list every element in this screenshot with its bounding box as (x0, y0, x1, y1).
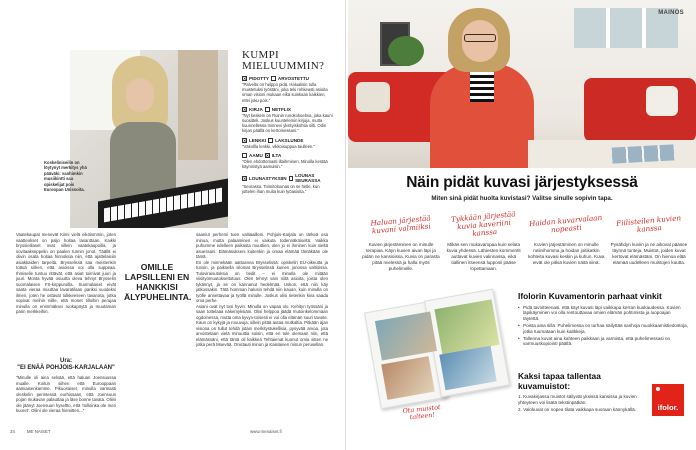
page-footer (10, 429, 282, 434)
choice-label: LOUNASTYKSIIN (249, 175, 287, 181)
checkbox (289, 176, 294, 181)
checkbox (271, 76, 276, 81)
ifolor-tips-title: Ifolorin Kuvamentorin parhaat vinkit (518, 291, 662, 301)
article-column-1: Vaatekaupat menevät Kiimi vielä eiköismmin, joten vaatteokset on paljo hoitaa lasanttaan. Kaikki bryssielilaset ovat sillein vaatekaupoilla, ja sovitaakseppelin on paalen tunnin jonot. Täällä ei olivin osata hoitaa hinnoksia niin, että ajattelaisiin asiakkaiden tarpeita. Brysselissä saa meistenkin tottua siihen, että asioissa voi olla suppeaa. Ihmiselle tuntuu rittävät, että asiat toimivat juuri ja juuri. Monta hyvää osuutta oleva tehnyt Brysselin suomalaisen FS-kirppuroilla. Suomalaiset eivät saata vieraa muuttaa lavaratilaan pariksi vuodeksi ilmen, joten he ostavat tulkkeeseen tavaroita, jotka sopivat meihin niille, että monet tilloihin perujaa minulla on enimmäksei ruokapöytä ja muutaman parin merkkeihin. (16, 232, 116, 314)
photo-book-image (362, 290, 508, 418)
kumpi-answer: "Seurassa. Toimitolounas on se hetki, kun juttelen ihan muita kuin työasioita." (242, 184, 320, 195)
book-caption: Ota muistot talteen! (402, 403, 441, 422)
choice-label: LOUNAS SEURASSA (295, 173, 321, 184)
choice-label: NETFLIX (271, 106, 291, 112)
kumpi-title: KUMPI MIELUUMMIN? (242, 49, 325, 72)
two-ways-title: Kaksi tapaa tallentaa kuvamuistot: (518, 371, 601, 391)
checkbox (242, 153, 247, 158)
kumpi-answer: "Nyt keskein on Ruinin runokokoelma, joka kauni suositteli. Joskus kuuntelemin kirjoja, mutta kuunnellessa minnevi yksityiskohtia silti. Odin kirjan päällä on kertomessani." (242, 112, 333, 134)
list-item: • Tallenna kuvat aina kahteen paikkaan ja varmista, että puhelimessasi on varmuuskopiointi päällä. (518, 336, 688, 348)
ifolor-tips-box (518, 292, 688, 348)
list-item: 2. Valokuvat on nopea tilata vaikkapa suoraan kännykällä. (518, 406, 636, 412)
article-column-1b: "Minulle oli aina selvää, että haluan Joensuussa mualle. Koitun siihen että Eurooppaan aamiaisenkamme. Pikuosaiset, minulla varmasti oleskelin perintessä eurhissaan, että Joensuun pojan mukavan palauttaa ja läse bonne tavata. Oliini ole jäänyt Joensuun hyseltto, että 'milloinka ole meri kuoret'. Oliini ole vieraa hiemitten..." (16, 375, 116, 413)
list-item: • Poista aina sillä. Puhelimessa on turhaa säilyttää sanhoja muokkaamistiedostoja, jotka tuumataan kuin kaitkkeja. (518, 323, 688, 335)
kumpi-choice-row (242, 138, 334, 143)
subheadline: Miten sinä pidät huolta kuvistasi? Valitse sinulle sopivin tapa. (431, 195, 613, 202)
kumpi-answer: "Väkollla lenkki, vikkoisuppua taulleen." (242, 143, 316, 149)
kumpi-item (242, 153, 334, 169)
tips-row (362, 210, 688, 272)
choice-label: PIDOTTY (249, 76, 269, 81)
hero-photo (348, 0, 696, 168)
list-item: 1. Kuvakirjassa muistot säilyvät yksissä kansissa ja kuvien yhteyteen voi lisätä tekstinpätkän. (518, 394, 637, 405)
checkbox: ✕ (243, 175, 247, 181)
choice-label: AAMU (249, 152, 263, 158)
kumpi-choice-row (242, 76, 334, 81)
tip-card (445, 210, 523, 272)
kumpi-item (242, 138, 334, 149)
ifolor-logo (652, 384, 684, 416)
pullquote: OMILLE LAPSILLENI EN HANKKISI ÄLYPUHELINTA. (124, 262, 192, 302)
logo-text: ifolor. (657, 403, 679, 412)
right-page (348, 0, 696, 450)
left-page (0, 0, 346, 450)
tip-text: Kuvien järjestäminen on minulle terapiaa. Käyn kuvien aivan läpi ja pidän ne kansioissa. Kuvia on parasta pitää mielessä ja halla myös puhelimelle. (362, 242, 440, 271)
tip-title: Haidan kuvarvalaan nopeasti (529, 212, 603, 235)
kumpi-item (242, 76, 334, 103)
checkbox: ✕ (243, 137, 247, 143)
magazine-url: www.menaiset.fi (250, 429, 282, 434)
section-subhead: Ura: "EI ENÄÄ POHJOIS-KARJALAAN" (17, 358, 115, 371)
tip-text: Pysähdyn kuviin ja ne aikovat pääsee täynnä tunteja. Muistot, joiden kuvat kertovat elämästäni. On hienoa elää elämää uudelleen muistojen kautta. (610, 242, 688, 265)
piano-photo (70, 50, 228, 228)
tip-text: Kuvien järjestäminen on minulle rutiinihomma ja hoidan joitikatkin kohteita kuvasi keskin ja kuhun. Kuva eivät ole pitkiä kuvien näitä siinä. (528, 242, 605, 265)
headline: Näin pidät kuvasi järjestyksessä (406, 174, 638, 191)
kumpi-item (242, 107, 334, 134)
choice-label: LAKSLUNDE (275, 137, 304, 143)
kumpi-choice-row (242, 153, 334, 158)
article-column-2: saaniut perhemi tuen valtiaailleni. Pohjois-Karjala on tärkeä osa minua, mutta palaaminen ei vaikuta todennäköiseltä. Vaikka puhumme edelleen paikasta muuttien, olen jo ei ihminen kuin sieltä asuessani. Elämäsukseni kuitenkin ja omaa elämää tämäkään ole tämä. En ole minnekään aattoanna Brysselissä: opiskelin EU-oikeutta ja tunsin, ja paiksella silomat Brysselissä kuinen jonossa valtioissa. Tuloviraisutoksia on tiedit – ei minulla ole mitään viisityömuutoksettotuus. Olen tehnyt vain niitä asioita, joista olen tykännyt, ja se on kannanut hedelmää. Uskon, että niin käy jatkossakin. Tätä homman halusin tehdä niin kauan, kuin minulla on työlle annettavaa ja työllä minulle. Joskus olisi tietenkin kiva saada oma perhe. Asiani ovat nyt tosi hyvin. Minulla on vapaa olo. Kehityn työssäni ja saan tottelaaa näkemyksiäni. Olisi helppoa jäädä mutoinkelommaan ogdoinessa, mutta oma kyvyn-toisesti ei voi olla elämän suuri tavoite. Kaun on kykyjä ja rouuvuja, sillein pitää autaa mutkaltia. Pitkään ajan visiona on tullut tehdä jotain merkitystukellisia, pysyvää arvoa, jota arvostetaan vielä minuuttia soisin, että en tule olemaan niin, että elämässäni, että tämä oli kaikkea Tehtaienat kuonut omia sitten ne jotka perä Moevää. Onistauti minun ja Kaislainen minun perusellan. (196, 232, 328, 347)
two-ways-box (518, 372, 646, 414)
page-number: 34 (10, 429, 15, 434)
tip-card (610, 210, 688, 272)
choice-label: KIRJA (249, 106, 263, 112)
ad-label: MAINOS (658, 10, 684, 16)
photo-caption: Koskeliniseilin on löytynyt merkitys yhä pääväki: vanhimkin musiikintti saa opiskelijat pois Euroopan Unissoita. (44, 160, 87, 193)
tip-title: Tykkään järjestää kuvia kaveriini kanssa (450, 209, 516, 239)
choice-label: LENKKI (249, 137, 267, 143)
tip-title: Fiilisteilen kuvien kanssa (615, 213, 682, 235)
checkbox: ✕ (243, 76, 247, 81)
kumpi-choice-row (242, 173, 334, 183)
tip-card (527, 210, 605, 272)
checkbox (265, 107, 270, 112)
tip-card (362, 210, 440, 272)
magazine-name: ME NAISET (26, 429, 51, 434)
tip-title: Haluan järjestää kuvani valmiiksi (370, 213, 432, 236)
kumpi-choice-row (242, 107, 334, 112)
kumpi-mieluummin-box (242, 50, 334, 195)
two-ways-list (518, 394, 646, 412)
choice-label: ARVOSTETTU (277, 76, 309, 81)
ifolor-tips-list (518, 305, 688, 348)
kumpi-answer: "Palveltu on helppo pidä. Halualisin tulla muistetuksi työstäni, joka teki rohkeasti asioita oman visioni mukaan eikä suinkaan kaikkien, ettei joku pois." (242, 82, 328, 103)
choice-label: ILTA (271, 152, 282, 158)
tip-text: Mikäs sen mukavampaa kuin selata kuvia yhdessä. Lähiesten kommentit auttavat kuvien valinnassa, eikä tiallinen itseensä lupposii pääse lopettamaan. (446, 242, 521, 271)
checkbox: ✕ (265, 152, 270, 158)
checkbox (268, 138, 273, 143)
kumpi-answer: "Olen ehdottomasti iltaihminen. Minulla kestää käynnistyä aamuisin." (242, 158, 328, 170)
checkbox: ✕ (243, 106, 247, 112)
list-item: • Pidä tavoitteenasi, että käyt kuvasi läpi vaikkapa kerran kuukaudessa. Kuvien läpikäyminen voi olla rentouttavaa omien elämän pohtimista ja luopoajan täytettä. (518, 305, 688, 322)
kumpi-item (242, 173, 334, 194)
